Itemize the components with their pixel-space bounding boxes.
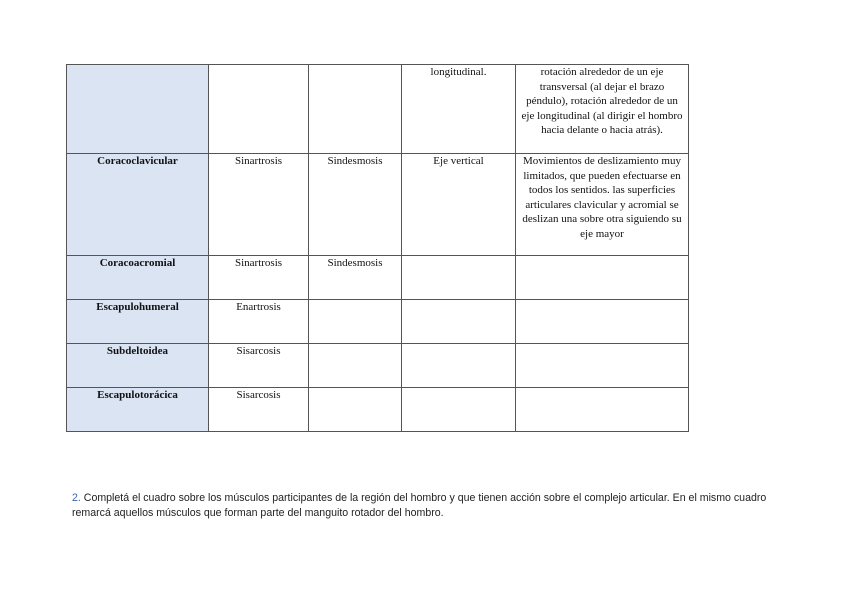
joint-name-cell: Coracoacromial	[67, 256, 209, 300]
joint-type-cell	[209, 65, 309, 154]
table-row	[67, 300, 689, 344]
joint-type-cell: Sinartrosis	[209, 256, 309, 300]
instruction-text: Completá el cuadro sobre los músculos participantes de la región del hombro y que tienen acción sobre el complejo articular. En el mismo cuadro remarcá aquellos músculos que forman parte del manguito rotador del hombro.	[72, 491, 767, 519]
joint-movement-cell: Movimientos de deslizamiento muy limitados, que pueden efectuarse en todos los sentidos. las superficies articulares clavicular y acromial se deslizan una sobre otra siguiendo su eje mayor	[516, 154, 689, 256]
joint-axis-cell	[402, 256, 516, 300]
joint-movement-cell	[516, 388, 689, 432]
instruction-number: 2.	[72, 491, 81, 504]
joint-type-cell: Sisarcosis	[209, 388, 309, 432]
joint-movement-cell	[516, 344, 689, 388]
joint-type-cell: Sisarcosis	[209, 344, 309, 388]
joint-movement-cell: rotación alrededor de un eje transversal (al dejar el brazo péndulo), rotación alrededor de un eje longitudinal (al dirigir el hombro hacia delante o hacia atrás).	[516, 65, 689, 154]
joint-subtype-cell	[309, 344, 402, 388]
joint-axis-cell: longitudinal.	[402, 65, 516, 154]
joint-name-cell: Subdeltoidea	[67, 344, 209, 388]
joint-name-cell: Escapulotorácica	[67, 388, 209, 432]
joint-name-cell: Escapulohumeral	[67, 300, 209, 344]
joint-type-cell: Enartrosis	[209, 300, 309, 344]
table-row	[67, 344, 689, 388]
joint-type-cell: Sinartrosis	[209, 154, 309, 256]
joints-table	[66, 64, 689, 432]
table-row	[67, 256, 689, 300]
joint-subtype-cell	[309, 388, 402, 432]
joint-axis-cell	[402, 344, 516, 388]
table-row	[67, 65, 689, 154]
table-row	[67, 388, 689, 432]
joint-movement-cell	[516, 256, 689, 300]
instruction-paragraph	[72, 491, 782, 521]
joint-name-cell	[67, 65, 209, 154]
joint-axis-cell: Eje vertical	[402, 154, 516, 256]
joint-name-cell: Coracoclavicular	[67, 154, 209, 256]
joint-subtype-cell	[309, 300, 402, 344]
joint-subtype-cell: Sindesmosis	[309, 154, 402, 256]
joint-subtype-cell: Sindesmosis	[309, 256, 402, 300]
joint-axis-cell	[402, 388, 516, 432]
joint-axis-cell	[402, 300, 516, 344]
joint-movement-cell	[516, 300, 689, 344]
joint-subtype-cell	[309, 65, 402, 154]
table-row	[67, 154, 689, 256]
